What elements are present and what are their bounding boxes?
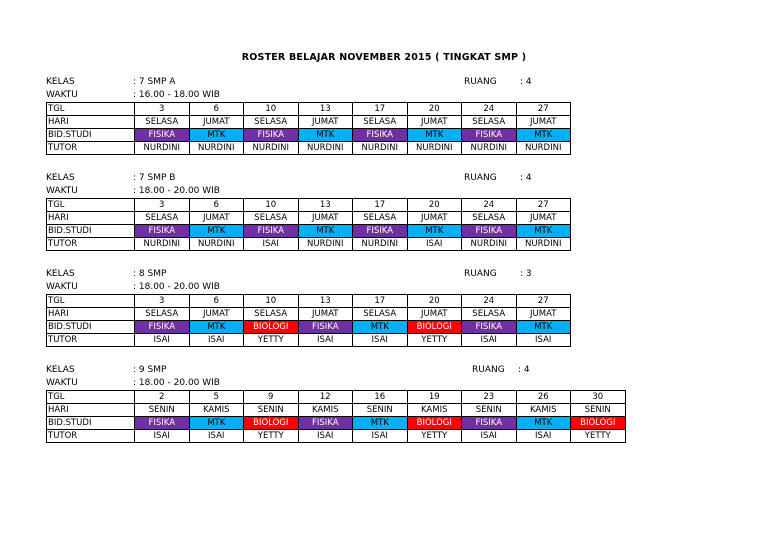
kelas-line [46,364,626,377]
kelas-line [46,76,571,89]
subject-cell: FISIKA [353,129,408,142]
tutor-cell: NURDINI [189,238,244,251]
date-cell: 17 [353,199,408,212]
subject-cell: FISIKA [462,225,517,238]
date-row [47,295,571,308]
tutor-row-header: TUTOR [47,334,135,347]
roster-block [46,76,571,155]
schedule-table [46,390,626,443]
kelas-label: KELAS [46,77,75,87]
kelas-value: : 7 SMP A [133,77,176,87]
date-cell: 6 [189,295,244,308]
page-title: ROSTER BELAJAR NOVEMBER 2015 ( TINGKAT SMP ) [241,52,527,63]
date-row [47,199,571,212]
subject-cell: MTK [407,225,462,238]
date-row-header: TGL [47,391,135,404]
subject-row [47,129,571,142]
date-cell: 6 [189,199,244,212]
subject-cell: FISIKA [135,129,190,142]
day-cell: SELASA [462,212,517,225]
subject-cell: MTK [353,321,408,334]
tutor-cell: NURDINI [516,142,571,155]
kelas-label: KELAS [46,365,75,375]
tutor-row [47,238,571,251]
day-cell: JUMAT [516,308,571,321]
subject-cell: FISIKA [353,225,408,238]
ruang-label: RUANG [472,365,505,375]
tutor-row-header: TUTOR [47,142,135,155]
date-row-header: TGL [47,103,135,116]
date-cell: 5 [189,391,244,404]
date-cell: 12 [298,391,353,404]
date-cell: 19 [407,391,462,404]
day-cell: JUMAT [298,212,353,225]
tutor-cell: YETTY [407,430,462,443]
date-row [47,391,626,404]
date-cell: 27 [516,103,571,116]
tutor-row [47,430,626,443]
waktu-line [46,377,626,390]
kelas-label: KELAS [46,173,75,183]
day-cell: JUMAT [298,116,353,129]
date-cell: 20 [407,103,462,116]
day-cell: JUMAT [407,308,462,321]
day-cell: JUMAT [189,308,244,321]
tutor-cell: NURDINI [353,142,408,155]
date-cell: 2 [135,391,190,404]
day-cell: SELASA [353,308,408,321]
day-cell: JUMAT [189,116,244,129]
day-row-header: HARI [47,404,135,417]
day-row [47,116,571,129]
subject-cell: FISIKA [298,321,353,334]
day-cell: JUMAT [189,212,244,225]
tutor-row-header: TUTOR [47,430,135,443]
subject-cell: MTK [516,417,571,430]
roster-block [46,172,571,251]
date-cell: 3 [135,199,190,212]
tutor-cell: NURDINI [135,142,190,155]
subject-cell: MTK [516,321,571,334]
day-cell: JUMAT [407,116,462,129]
date-cell: 30 [571,391,626,404]
day-cell: KAMIS [189,404,244,417]
subject-cell: MTK [189,129,244,142]
day-cell: JUMAT [516,212,571,225]
ruang-label: RUANG [464,77,497,87]
day-cell: SELASA [244,308,299,321]
tutor-cell: ISAI [353,430,408,443]
day-row-header: HARI [47,308,135,321]
subject-cell: FISIKA [244,225,299,238]
subject-cell: BIOLOGI [244,321,299,334]
waktu-value: : 18.00 - 20.00 WIB [133,282,220,292]
day-cell: SELASA [462,116,517,129]
tutor-cell: NURDINI [462,142,517,155]
day-cell: SENIN [353,404,408,417]
subject-cell: BIOLOGI [407,417,462,430]
date-cell: 27 [516,295,571,308]
waktu-label: WAKTU [46,186,78,196]
tutor-cell: ISAI [462,430,517,443]
subject-cell: FISIKA [462,129,517,142]
kelas-label: KELAS [46,269,75,279]
tutor-cell: NURDINI [516,238,571,251]
date-cell: 13 [298,199,353,212]
date-row-header: TGL [47,295,135,308]
tutor-cell: ISAI [298,334,353,347]
ruang-value: : 4 [520,77,532,87]
tutor-cell: ISAI [244,238,299,251]
date-cell: 3 [135,103,190,116]
day-cell: SELASA [353,116,408,129]
date-cell: 10 [244,199,299,212]
tutor-cell: ISAI [135,334,190,347]
tutor-cell: YETTY [407,334,462,347]
date-cell: 24 [462,295,517,308]
kelas-line [46,268,571,281]
tutor-cell: ISAI [189,334,244,347]
subject-cell: FISIKA [135,417,190,430]
subject-row-header: BID.STUDI [47,129,135,142]
day-row-header: HARI [47,212,135,225]
tutor-row [47,142,571,155]
day-cell: KAMIS [407,404,462,417]
ruang-label: RUANG [464,269,497,279]
date-cell: 6 [189,103,244,116]
subject-cell: BIOLOGI [571,417,626,430]
tutor-cell: ISAI [462,334,517,347]
tutor-cell: ISAI [407,238,462,251]
day-cell: SELASA [353,212,408,225]
tutor-cell: NURDINI [244,142,299,155]
date-cell: 27 [516,199,571,212]
date-cell: 17 [353,103,408,116]
date-cell: 24 [462,199,517,212]
date-row-header: TGL [47,199,135,212]
kelas-value: : 8 SMP [133,269,167,279]
subject-cell: MTK [516,129,571,142]
tutor-cell: YETTY [571,430,626,443]
schedule-table [46,198,571,251]
subject-row [47,321,571,334]
subject-cell: FISIKA [462,417,517,430]
subject-row-header: BID.STUDI [47,225,135,238]
subject-cell: MTK [189,321,244,334]
day-cell: SENIN [244,404,299,417]
tutor-cell: YETTY [244,334,299,347]
subject-cell: MTK [189,225,244,238]
date-cell: 13 [298,295,353,308]
subject-cell: MTK [298,225,353,238]
date-cell: 20 [407,295,462,308]
subject-row-header: BID.STUDI [47,417,135,430]
tutor-cell: ISAI [516,334,571,347]
schedule-table [46,294,571,347]
date-cell: 17 [353,295,408,308]
day-cell: SELASA [135,212,190,225]
date-cell: 10 [244,103,299,116]
tutor-cell: NURDINI [189,142,244,155]
ruang-value: : 4 [518,365,530,375]
tutor-row [47,334,571,347]
day-cell: SELASA [135,116,190,129]
tutor-cell: ISAI [189,430,244,443]
date-cell: 20 [407,199,462,212]
waktu-value: : 18.00 - 20.00 WIB [133,378,220,388]
subject-cell: MTK [516,225,571,238]
day-cell: SELASA [135,308,190,321]
date-cell: 24 [462,103,517,116]
subject-cell: MTK [298,129,353,142]
kelas-line [46,172,571,185]
subject-cell: MTK [353,417,408,430]
tutor-cell: NURDINI [135,238,190,251]
tutor-cell: ISAI [135,430,190,443]
day-cell: SENIN [135,404,190,417]
day-cell: KAMIS [516,404,571,417]
roster-block [46,364,626,443]
waktu-line [46,281,571,294]
tutor-cell: ISAI [353,334,408,347]
waktu-label: WAKTU [46,90,78,100]
tutor-cell: NURDINI [407,142,462,155]
day-cell: SENIN [462,404,517,417]
kelas-value: : 7 SMP B [133,173,176,183]
date-row [47,103,571,116]
day-row [47,308,571,321]
tutor-cell: NURDINI [298,238,353,251]
subject-cell: FISIKA [462,321,517,334]
day-row-header: HARI [47,116,135,129]
waktu-label: WAKTU [46,378,78,388]
date-cell: 9 [244,391,299,404]
date-cell: 16 [353,391,408,404]
tutor-row-header: TUTOR [47,238,135,251]
subject-cell: FISIKA [135,321,190,334]
day-row [47,404,626,417]
tutor-cell: NURDINI [462,238,517,251]
subject-row [47,417,626,430]
ruang-label: RUANG [464,173,497,183]
subject-cell: FISIKA [244,129,299,142]
day-cell: JUMAT [298,308,353,321]
day-cell: SENIN [571,404,626,417]
waktu-value: : 16.00 - 18.00 WIB [133,90,220,100]
date-cell: 26 [516,391,571,404]
roster-block [46,268,571,347]
subject-cell: MTK [407,129,462,142]
tutor-cell: ISAI [516,430,571,443]
tutor-cell: NURDINI [298,142,353,155]
subject-cell: BIOLOGI [244,417,299,430]
waktu-line [46,89,571,102]
waktu-line [46,185,571,198]
tutor-cell: ISAI [298,430,353,443]
day-cell: JUMAT [516,116,571,129]
subject-cell: MTK [189,417,244,430]
waktu-value: : 18.00 - 20.00 WIB [133,186,220,196]
date-cell: 3 [135,295,190,308]
schedule-table [46,102,571,155]
tutor-cell: NURDINI [353,238,408,251]
date-cell: 13 [298,103,353,116]
subject-row [47,225,571,238]
kelas-value: : 9 SMP [133,365,167,375]
day-cell: SELASA [462,308,517,321]
subject-row-header: BID.STUDI [47,321,135,334]
day-row [47,212,571,225]
ruang-value: : 4 [520,173,532,183]
subject-cell: FISIKA [135,225,190,238]
date-cell: 23 [462,391,517,404]
day-cell: SELASA [244,116,299,129]
subject-cell: BIOLOGI [407,321,462,334]
subject-cell: FISIKA [298,417,353,430]
day-cell: KAMIS [298,404,353,417]
day-cell: JUMAT [407,212,462,225]
day-cell: SELASA [244,212,299,225]
tutor-cell: YETTY [244,430,299,443]
ruang-value: : 3 [520,269,532,279]
waktu-label: WAKTU [46,282,78,292]
date-cell: 10 [244,295,299,308]
